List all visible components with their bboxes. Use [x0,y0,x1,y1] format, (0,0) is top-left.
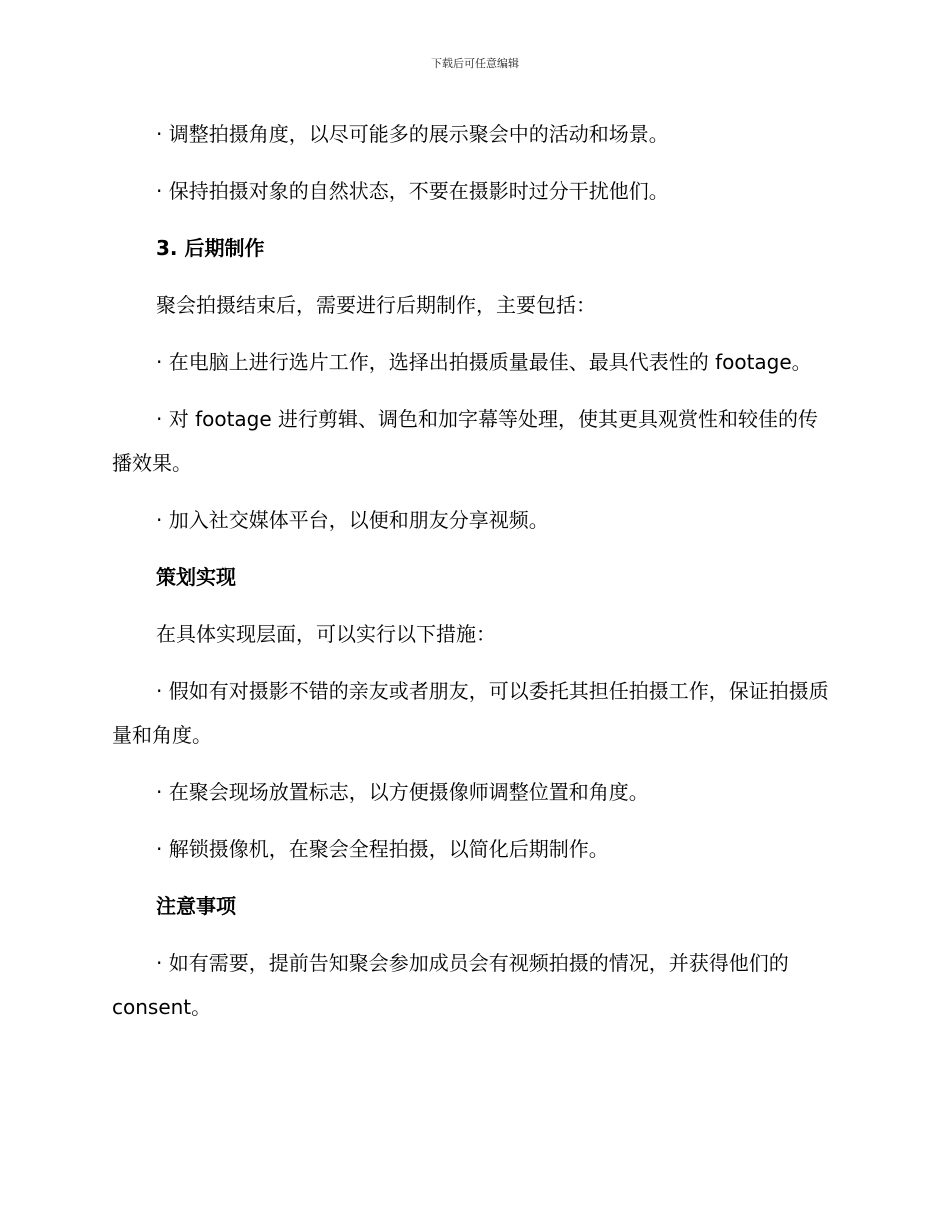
section-heading-notes: 注意事项 [156,894,236,918]
page-header: 下载后可任意编辑 [431,57,519,70]
bullet-edit-footage: · 对 footage 进行剪辑、调色和加字幕等处理，使其更具观赏性和较佳的传播效果。 [112,407,819,475]
bullet-delegate-shooting: · 假如有对摄影不错的亲友或者朋友，可以委托其担任拍摄工作，保证拍摄质量和角度。 [112,679,829,747]
bullet-select-footage: · 在电脑上进行选片工作，选择出拍摄质量最佳、最具代表性的 footage。 [156,350,812,374]
bullet-social-media: · 加入社交媒体平台，以便和朋友分享视频。 [156,508,549,532]
section-heading-post-production: 3. 后期制作 [156,236,265,260]
paragraph-post-production-intro: 聚会拍摄结束后，需要进行后期制作，主要包括： [156,293,596,317]
bullet-adjust-angle: · 调整拍摄角度，以尽可能多的展示聚会中的活动和场景。 [156,122,669,146]
document-body [112,112,832,1042]
bullet-consent: · 如有需要，提前告知聚会参加成员会有视频拍摄的情况，并获得他们的 consent。 [112,951,789,1019]
bullet-unlock-camera: · 解锁摄像机，在聚会全程拍摄，以简化后期制作。 [156,837,609,861]
bullet-place-markers: · 在聚会现场放置标志，以方便摄像师调整位置和角度。 [156,780,649,804]
section-heading-implementation: 策划实现 [156,565,236,589]
bullet-natural-state: · 保持拍摄对象的自然状态，不要在摄影时过分干扰他们。 [156,179,669,203]
paragraph-implementation-intro: 在具体实现层面，可以实行以下措施： [156,622,496,646]
